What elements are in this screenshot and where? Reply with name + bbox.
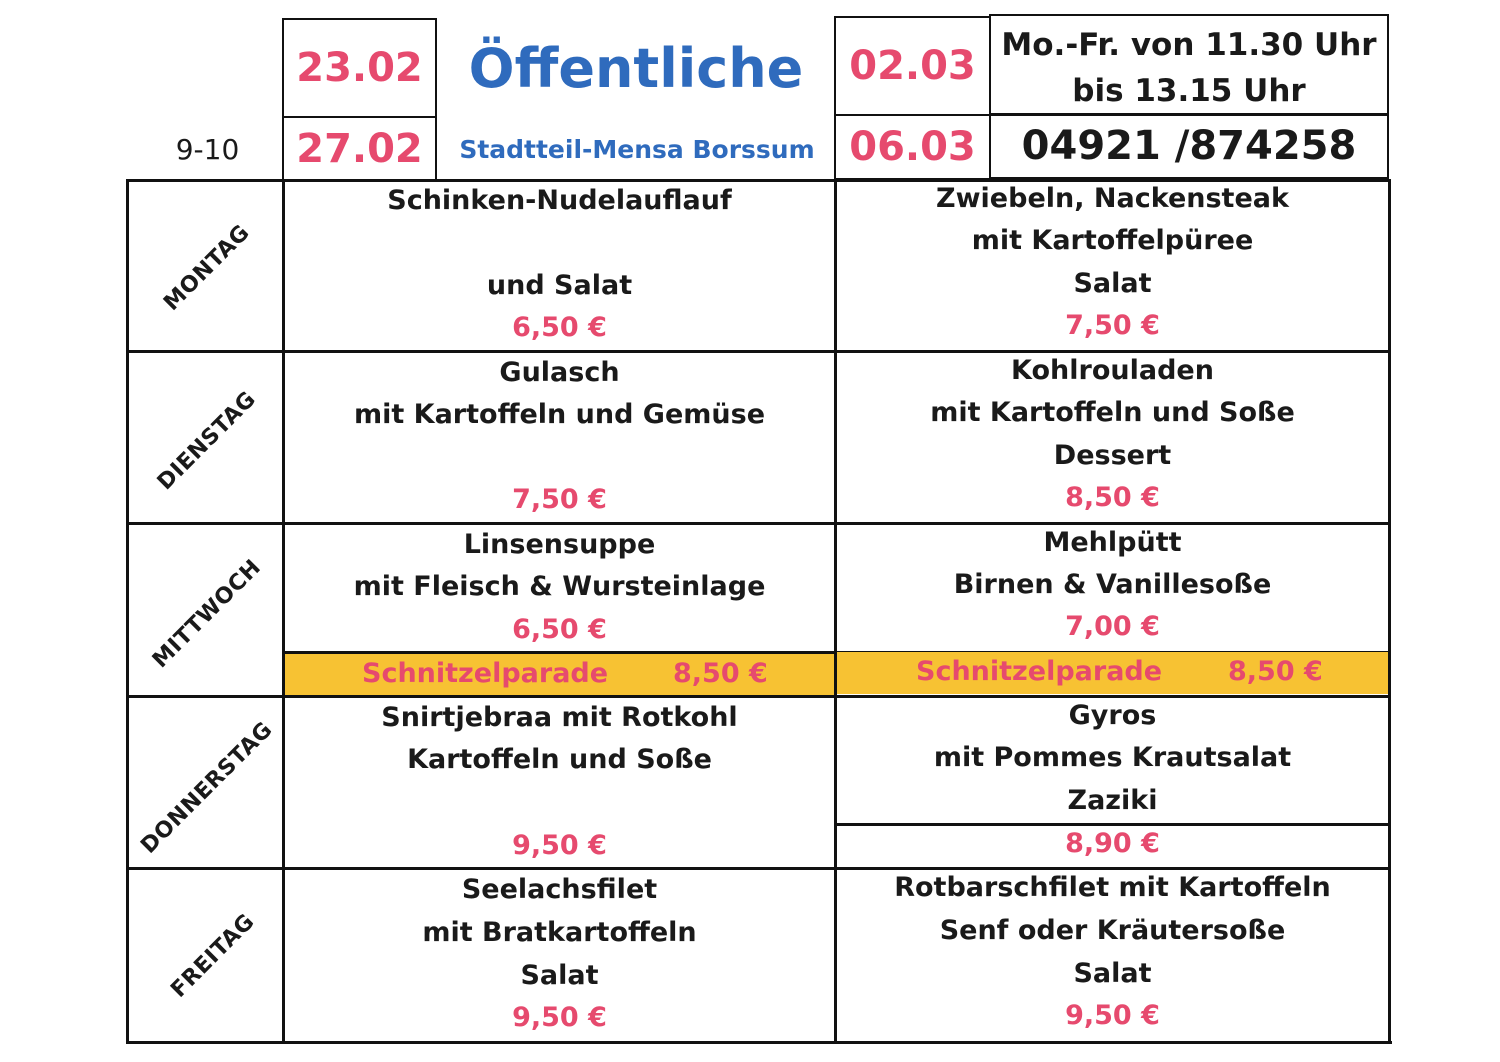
week2-monday-dish-line1: Zwiebeln, Nackensteak [936,183,1289,214]
week2-tuesday-price: 8,50 € [1065,482,1160,513]
week1-monday-price: 6,50 € [512,312,607,343]
week2-tuesday-dish-line3: Dessert [1053,440,1172,471]
week1-tuesday-dish-line1: Gulasch [499,357,620,388]
week2-wednesday-price: 7,00 € [1065,611,1160,642]
opening-hours-box [989,14,1389,116]
week1-friday-price: 9,50 € [512,1002,607,1033]
week1-special-name: Schnitzelparade [362,658,609,689]
day-label-friday: FREITAG [166,909,260,1003]
week1-tuesday-dish-line2: mit Kartoffeln und Gemüse [353,399,766,430]
week1-friday-dish-line3: Salat [520,960,599,991]
week1-friday-dish-line1: Seelachsfilet [461,874,658,905]
week1-thursday-dish-line2: Kartoffeln und Soße [407,744,712,775]
opening-hours-line2: bis 13.15 Uhr [1072,73,1306,109]
week1-start-date: 23.02 [282,18,437,118]
day-label-thursday: DONNERSTAG [136,717,278,859]
week2-friday-dish-line2: Senf oder Kräutersoße [939,915,1286,946]
week2-monday-dish-line2: mit Kartoffelpüree [971,225,1254,256]
week2-thursday-dish-line1: Gyros [1068,700,1157,731]
week2-special-name: Schnitzelparade [916,656,1163,687]
week2-friday-dish-line1: Rotbarschfilet mit Kartoffeln [894,872,1331,903]
week1-end-date: 27.02 [282,116,437,182]
week2-tuesday-dish-line1: Kohlrouladen [1011,355,1214,386]
week1-friday-dish-line2: mit Bratkartoffeln [422,917,697,948]
week-label: 9-10 [175,132,240,166]
week1-wednesday-price: 6,50 € [512,614,607,645]
week2-friday-dish-line3: Salat [1073,958,1152,989]
week1-wednesday-dish-line2: mit Fleisch & Wursteinlage [353,571,766,602]
week2-thursday-price: 8,90 € [1065,828,1160,859]
week2-tuesday-dish-line2: mit Kartoffeln und Soße [930,397,1295,428]
week2-monday-dish-line3: Salat [1073,268,1152,299]
week1-special-highlight [285,654,834,695]
day-label-wednesday: MITTWOCH [147,554,267,674]
day-label-tuesday: DIENSTAG [152,386,262,496]
day-label-monday: MONTAG [159,220,255,316]
page-title: Öffentliche [468,36,804,100]
week2-start-date: 02.03 [834,16,991,116]
phone-number: 04921 /874258 [989,113,1389,179]
week1-thursday-dish-line1: Snirtjebraa mit Rotkohl [381,702,738,733]
week2-monday-price: 7,50 € [1065,310,1160,341]
week1-special-price: 8,50 € [673,658,768,689]
week2-friday-price: 9,50 € [1065,1000,1160,1031]
week1-monday-dish-line1: Schinken-Nudelauflauf [387,185,732,216]
week1-thursday-price: 9,50 € [512,830,607,861]
week1-monday-dish-line2: und Salat [486,270,633,301]
week1-wednesday-dish-line1: Linsensuppe [463,529,656,560]
opening-hours-line1: Mo.-Fr. von 11.30 Uhr [1001,27,1377,63]
week2-special-highlight [837,652,1388,694]
week1-tuesday-price: 7,50 € [512,484,607,515]
week2-thursday-dish-line2: mit Pommes Krautsalat [933,742,1292,773]
week2-wednesday-dish-line2: Birnen & Vanillesoße [953,569,1272,600]
week2-end-date: 06.03 [834,114,991,180]
week2-wednesday-dish-line1: Mehlpütt [1043,527,1182,558]
week2-special-price: 8,50 € [1228,656,1323,687]
page-subtitle: Stadtteil-Mensa Borssum [459,134,815,164]
week2-thursday-dish-line3: Zaziki [1067,785,1158,816]
